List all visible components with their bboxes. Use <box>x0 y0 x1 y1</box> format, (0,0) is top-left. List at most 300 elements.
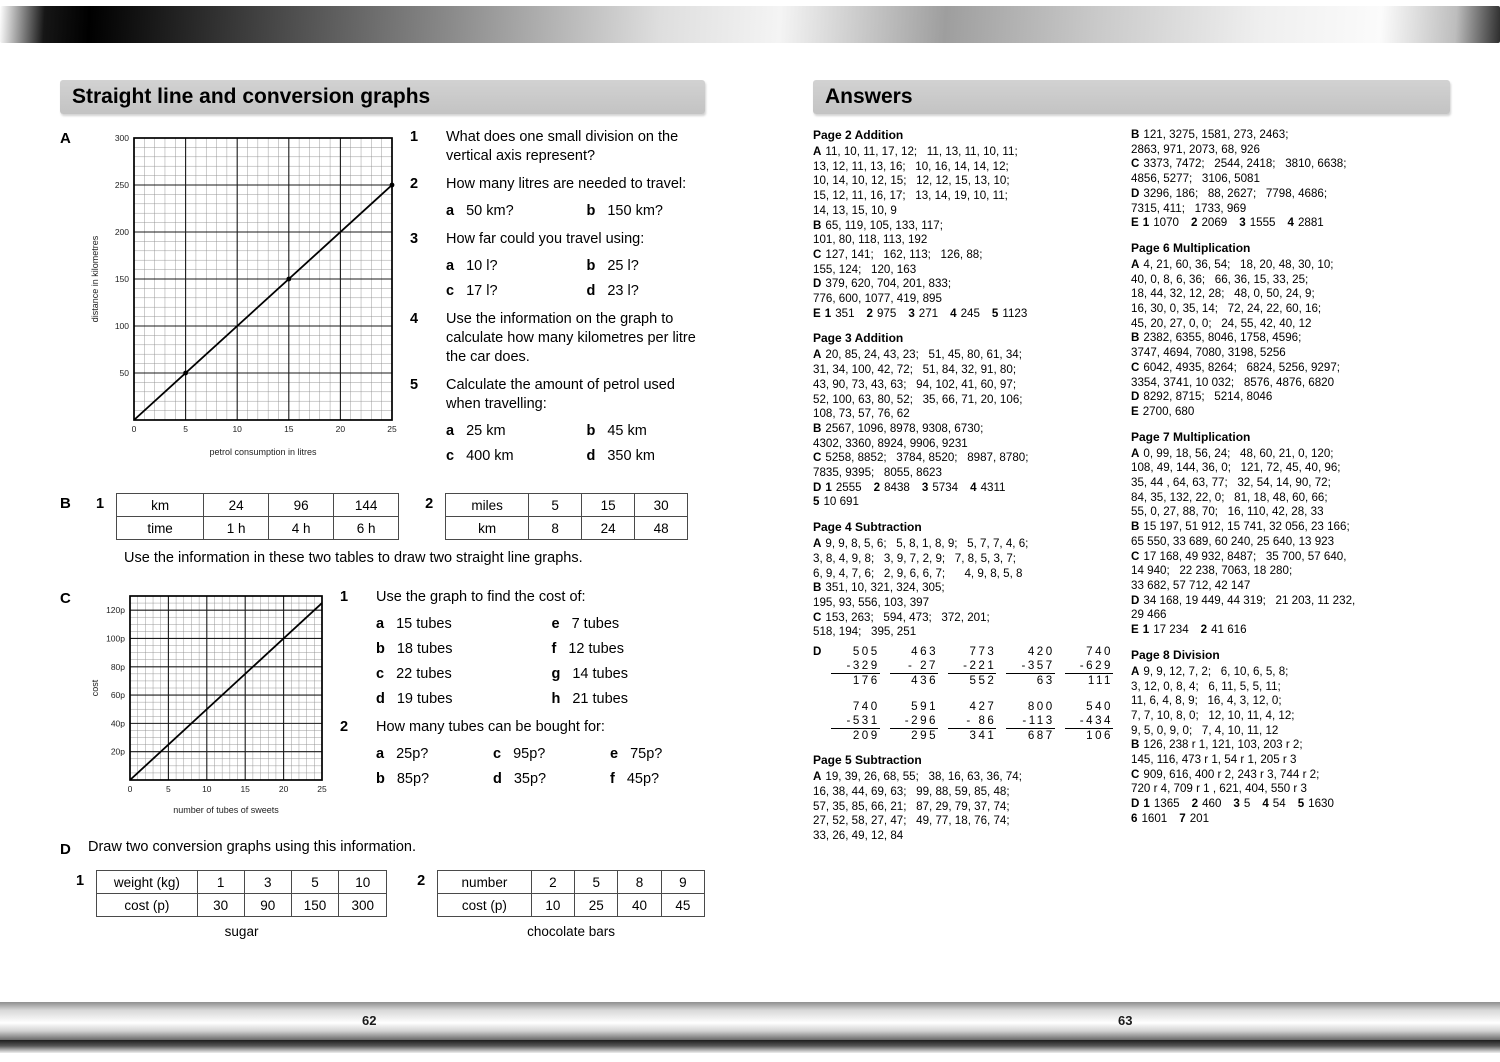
answer-values: 35, 44 , 64, 63, 77; 32, 54, 14, 90, 72; <box>1131 476 1331 490</box>
answer-item-label: A <box>813 537 822 551</box>
question-part <box>610 745 705 764</box>
answer-values: 14, 13, 15, 10, 9 <box>813 203 897 217</box>
sugar-table-wrap <box>96 870 387 939</box>
answer-line <box>813 495 1113 510</box>
svg-text:20: 20 <box>278 784 289 794</box>
answer-values: 975 <box>876 306 897 320</box>
svg-text:number of tubes of sweets: number of tubes of sweets <box>173 805 279 815</box>
part-text: 150 km? <box>607 203 663 219</box>
answer-line <box>813 829 1113 844</box>
question-part <box>610 770 705 789</box>
answer-values: 7835, 9395; 8055, 8623 <box>813 466 942 480</box>
table-row <box>438 871 705 894</box>
data-table <box>116 493 399 540</box>
question-part <box>587 282 706 301</box>
answer-line <box>1131 520 1450 535</box>
answer-item-label: 4 <box>1262 797 1269 811</box>
answer-values: 4311 <box>980 480 1006 494</box>
answer-line <box>1131 812 1450 827</box>
answer-line <box>1131 317 1450 332</box>
answer-values: 121, 3275, 1581, 273, 2463; <box>1143 128 1289 141</box>
table-cell: 40 <box>618 894 661 917</box>
table-cell: 45 <box>661 894 704 917</box>
answer-values: 65, 119, 105, 133, 117; <box>825 218 943 232</box>
left-page <box>60 80 705 939</box>
answer-values: 15, 12, 11, 16, 17; 13, 14, 19, 10, 11; <box>813 189 1008 203</box>
answer-line <box>1131 680 1450 695</box>
answers-column-2 <box>1131 128 1450 844</box>
part-letter: e <box>551 616 560 632</box>
table-cell: 90 <box>244 894 291 917</box>
answer-values: 460 <box>1202 797 1222 811</box>
km-time-table <box>116 493 399 540</box>
part-letter: c <box>446 448 455 464</box>
subtraction-sub: -531 <box>846 714 880 728</box>
answer-line <box>813 407 1113 422</box>
answer-values: 27, 52, 58, 27, 47; 49, 77, 18, 76, 74; <box>813 814 1010 828</box>
answer-values: 3747, 4694, 7080, 3198, 5256 <box>1131 346 1286 360</box>
subtraction-top: 463 <box>911 645 939 659</box>
question-body <box>446 128 705 166</box>
answer-item-label: C <box>1131 767 1140 781</box>
section-c <box>60 588 705 821</box>
answer-line <box>813 581 1113 596</box>
section-c-label: C <box>60 590 71 607</box>
section-b-note: Use the information in these two tables to draw two straight line graphs. <box>124 550 583 566</box>
svg-text:cost: cost <box>90 679 100 697</box>
answer-values: 11, 6, 4, 8, 9; 16, 4, 3, 12, 0; <box>1131 694 1282 708</box>
answer-values: 1555 <box>1249 216 1276 230</box>
svg-text:5: 5 <box>166 784 171 794</box>
sugar-table-caption: sugar <box>224 924 259 939</box>
table-number: 1 <box>96 496 105 512</box>
subtraction-top: 505 <box>852 645 880 659</box>
answer-line <box>813 567 1113 582</box>
metallic-top-bar <box>0 6 1500 43</box>
question-part <box>552 690 706 709</box>
part-text: 350 km <box>607 448 655 464</box>
answer-line <box>813 596 1113 611</box>
table-cell: 1 h <box>204 517 269 540</box>
subtraction-problem <box>948 700 996 743</box>
question-body <box>446 310 705 367</box>
answer-values: 201 <box>1189 811 1210 825</box>
question-text: Calculate the amount of petrol used when travelling: <box>446 377 675 412</box>
answer-values: 54 <box>1272 797 1286 811</box>
part-letter: e <box>610 746 619 762</box>
answer-item-label: 1 <box>1143 797 1150 811</box>
answer-values: 108, 49, 144, 36, 0; 121, 72, 45, 40, 96; <box>1131 461 1341 475</box>
svg-text:15: 15 <box>284 424 294 434</box>
part-text: 25 km <box>466 423 506 439</box>
table-row <box>446 494 688 517</box>
answer-values: 2069 <box>1201 216 1228 230</box>
section-a <box>60 128 705 475</box>
question-parts <box>376 615 705 709</box>
answer-line <box>813 451 1113 466</box>
question <box>410 175 705 221</box>
svg-text:0: 0 <box>131 424 137 434</box>
answer-line <box>1131 768 1450 783</box>
answer-block-heading: Page 2 Addition <box>813 128 904 142</box>
subtraction-sub: -221 <box>963 659 997 673</box>
part-text: 45p? <box>626 771 660 787</box>
subtraction-sub: -113 <box>1022 714 1055 728</box>
answer-block <box>813 520 1113 743</box>
part-letter: b <box>586 258 596 274</box>
table-cell: km <box>117 494 204 517</box>
answer-line <box>1131 157 1450 172</box>
question <box>410 230 705 301</box>
table-cell: km <box>446 517 529 540</box>
answer-item-label: 2 <box>1191 797 1199 811</box>
answer-values: 1630 <box>1308 797 1334 811</box>
question <box>340 588 705 709</box>
answer-values: 3354, 3741, 10 032; 8576, 4876, 6820 <box>1131 375 1335 389</box>
answer-values: 6042, 4935, 8264; 6824, 5256, 9297; <box>1143 360 1340 374</box>
data-table <box>445 493 688 540</box>
answer-values: 40, 0, 8, 6, 36; 66, 36, 15, 33, 25; <box>1131 272 1309 286</box>
answer-values: 145, 116, 473 r 1, 54 r 1, 205 r 3 <box>1131 753 1297 767</box>
answer-values: 20, 85, 24, 43, 23; 51, 45, 80, 61, 34; <box>825 348 1022 362</box>
answer-line <box>1131 172 1450 187</box>
worked-subtraction-set <box>813 645 1113 743</box>
question-part <box>552 640 706 659</box>
answer-block-heading: Page 4 Subtraction <box>813 520 922 535</box>
answers-title-text: Answers <box>825 85 913 108</box>
table-cell: 150 <box>291 894 339 917</box>
table-cell: 5 <box>529 494 582 517</box>
answer-line <box>1131 187 1450 202</box>
answer-item-label: B <box>1131 738 1140 752</box>
subtraction-top: 427 <box>969 700 997 714</box>
section-d-intro: Draw two conversion graphs using this information. <box>88 839 417 855</box>
answer-values: 776, 600, 1077, 419, 895 <box>813 292 942 306</box>
answer-values: 17 168, 49 932, 8487; 35 700, 57 640, <box>1143 549 1347 563</box>
answer-values: 518, 194; 395, 251 <box>813 625 917 639</box>
answer-block-heading: Page 8 Division <box>1131 647 1220 662</box>
svg-text:0: 0 <box>127 784 133 794</box>
subtraction-res: 436 <box>890 673 938 688</box>
answer-line <box>1131 143 1450 158</box>
question-text: Use the graph to find the cost of: <box>376 589 586 605</box>
part-text: 14 tubes <box>572 666 628 682</box>
answer-line <box>1131 738 1450 753</box>
svg-text:5: 5 <box>183 424 188 434</box>
question-body <box>376 718 705 789</box>
part-text: 12 tubes <box>568 641 624 657</box>
table-cell: 48 <box>635 517 688 540</box>
answer-line <box>1131 346 1450 361</box>
subtraction-sub: - 27 <box>908 659 939 673</box>
question-body <box>376 588 705 709</box>
answer-values: 127, 141; 162, 113; 126, 88; <box>825 247 983 261</box>
table-number: 2 <box>417 873 426 889</box>
question-number: 2 <box>410 176 419 192</box>
answer-block <box>813 753 1113 844</box>
table-cell: 144 <box>334 494 399 517</box>
question-part <box>376 665 530 684</box>
part-letter: b <box>586 203 596 219</box>
part-letter: c <box>493 746 502 762</box>
part-letter: a <box>376 746 385 762</box>
question-part <box>376 615 530 634</box>
question <box>410 376 705 466</box>
answer-block <box>1131 128 1450 231</box>
table-cell: cost (p) <box>438 894 532 917</box>
answer-line <box>813 625 1113 640</box>
answer-block <box>1131 241 1450 420</box>
part-letter: f <box>610 771 615 787</box>
table-cell: number <box>438 871 532 894</box>
answer-item-label: 4 <box>950 306 957 320</box>
question-body <box>446 376 705 466</box>
answer-item-label: D <box>1131 797 1140 811</box>
answer-line <box>813 348 1113 363</box>
part-letter: c <box>446 283 455 299</box>
subtraction-top: 740 <box>1086 645 1113 659</box>
part-letter: f <box>551 641 557 657</box>
answer-item-label: D <box>1131 390 1140 404</box>
answer-line <box>1131 797 1450 812</box>
miles-km-table <box>445 493 688 540</box>
svg-text:40p: 40p <box>110 718 125 729</box>
answer-values: 15 197, 51 912, 15 741, 32 056, 23 166; <box>1143 520 1350 534</box>
answer-line <box>813 263 1113 278</box>
answer-line <box>1131 550 1450 565</box>
answer-item-label: 1 <box>1142 216 1150 230</box>
answer-values: 5 <box>1243 797 1251 811</box>
question <box>410 310 705 367</box>
part-text: 19 tubes <box>396 691 453 707</box>
question-number: 3 <box>410 231 419 247</box>
question-part <box>493 770 588 789</box>
subtraction-sub: - 86 <box>966 714 997 728</box>
answer-values: 2555 <box>835 480 862 494</box>
answer-item-label: 4 <box>970 480 977 494</box>
answer-item-label: B <box>1131 128 1140 141</box>
answer-values: 16, 38, 44, 69, 63; 99, 88, 59, 85, 48; <box>813 784 1010 798</box>
answer-line <box>813 219 1113 234</box>
answer-line <box>813 393 1113 408</box>
answer-values: 29 466 <box>1131 608 1167 622</box>
question-part <box>446 257 565 276</box>
part-letter: b <box>376 771 385 787</box>
subtraction-problem <box>1006 700 1054 743</box>
table-cell: 6 h <box>334 517 399 540</box>
subtraction-top: 420 <box>1027 645 1055 659</box>
answers-title <box>813 80 1450 114</box>
part-text: 18 tubes <box>396 641 453 657</box>
answer-item-label: E <box>813 306 821 320</box>
answer-values: 13, 12, 11, 13, 16; 10, 16, 14, 14, 12; <box>813 159 1009 173</box>
left-page-title <box>60 80 705 114</box>
table-number: 1 <box>76 873 85 889</box>
answer-item-label: 1 <box>1142 623 1150 637</box>
table-row <box>117 517 399 540</box>
answer-line <box>813 466 1113 481</box>
part-text: 22 tubes <box>396 666 452 682</box>
answer-line <box>1131 608 1450 623</box>
table-row <box>438 894 705 917</box>
answer-line <box>1131 694 1450 709</box>
part-letter: d <box>586 283 596 299</box>
subtraction-res: 63 <box>1006 673 1054 688</box>
subtraction-problem <box>890 645 938 688</box>
answer-item-label: 7 <box>1179 811 1186 825</box>
answer-item-label: E <box>1131 404 1139 418</box>
answer-block <box>813 331 1113 510</box>
answer-line <box>813 363 1113 378</box>
answer-line <box>1131 491 1450 506</box>
answer-block-heading: Page 5 Subtraction <box>813 753 922 768</box>
subtraction-top: 740 <box>852 700 880 714</box>
answer-values: 9, 9, 12, 7, 2; 6, 10, 6, 5, 8; <box>1143 664 1289 678</box>
subtraction-sub: -629 <box>1079 659 1113 673</box>
subtraction-problem <box>890 700 938 743</box>
answer-line <box>1131 447 1450 462</box>
chocolate-table-wrap <box>437 870 705 939</box>
answer-line <box>813 204 1113 219</box>
svg-text:25: 25 <box>317 784 327 794</box>
answer-values: 10, 14, 10, 12, 15; 12, 12, 15, 13, 10; <box>813 174 1010 188</box>
table-cell: 10 <box>531 894 574 917</box>
page-number-right: 63 <box>1118 1013 1133 1028</box>
answer-values: 1070 <box>1153 216 1179 230</box>
table-cell: 1 <box>197 871 244 894</box>
question <box>410 128 705 166</box>
answer-values: 4, 21, 60, 36, 54; 18, 20, 48, 30, 10; <box>1143 257 1334 271</box>
answer-values: 126, 238 r 1, 121, 103, 203 r 2; <box>1143 738 1303 752</box>
answer-line <box>813 189 1113 204</box>
answer-line <box>1131 782 1450 797</box>
answer-values: 1601 <box>1141 811 1168 825</box>
subtraction-top: 591 <box>911 700 939 714</box>
answer-line <box>813 437 1113 452</box>
table-cell: 96 <box>269 494 334 517</box>
part-letter: g <box>551 666 561 682</box>
subtraction-problem <box>1006 645 1054 688</box>
part-text: 45 km <box>607 423 647 439</box>
answers-column-1 <box>813 128 1113 844</box>
chocolate-table <box>437 870 705 917</box>
answer-line <box>1131 665 1450 680</box>
answer-values: 2881 <box>1297 216 1324 230</box>
answer-values: 2382, 6355, 8046, 1758, 4596; <box>1143 331 1302 345</box>
answer-values: 5734 <box>932 480 959 494</box>
svg-text:15: 15 <box>240 784 250 794</box>
question-part <box>552 665 706 684</box>
subtraction-sub: -329 <box>846 659 880 673</box>
answer-values: 5258, 8852; 3784, 8520; 8987, 8780; <box>825 451 1029 465</box>
answer-line <box>1131 273 1450 288</box>
answer-line <box>813 537 1113 552</box>
question-part <box>587 447 706 466</box>
subtraction-problem <box>948 645 996 688</box>
table-cell: cost (p) <box>97 894 198 917</box>
answer-block-heading: Page 7 Multiplication <box>1131 429 1251 444</box>
section-a-questions <box>400 128 705 475</box>
table-cell: 3 <box>244 871 291 894</box>
table-cell: 25 <box>575 894 618 917</box>
answer-item-label: 3 <box>921 480 929 494</box>
question-number: 5 <box>410 377 419 393</box>
question-part <box>587 257 706 276</box>
svg-text:20: 20 <box>335 424 346 434</box>
metallic-bottom-edge <box>0 1040 1500 1053</box>
answer-values: 101, 80, 118, 113, 192 <box>813 233 928 247</box>
answer-item-label: B <box>813 218 822 232</box>
answer-line <box>813 770 1113 785</box>
question-body <box>446 175 705 221</box>
answer-values: 245 <box>960 306 980 320</box>
subtraction-problem <box>831 645 879 688</box>
question-number: 2 <box>340 719 349 735</box>
answer-item-label: 2 <box>1190 216 1198 230</box>
question-number: 4 <box>410 311 419 327</box>
answer-line <box>1131 709 1450 724</box>
answer-item-label: A <box>1131 664 1140 678</box>
question-part <box>376 640 530 659</box>
table-cell: weight (kg) <box>97 871 198 894</box>
answer-item-label: D <box>1131 593 1140 607</box>
table-row <box>97 871 387 894</box>
answer-block-heading: Page 3 Addition <box>813 331 904 346</box>
question-number: 1 <box>410 129 419 145</box>
table-cell: 15 <box>582 494 635 517</box>
left-page-title-text: Straight line and conversion graphs <box>72 85 431 108</box>
answer-line <box>1131 202 1450 217</box>
subtraction-top: 540 <box>1086 700 1113 714</box>
answer-line <box>813 785 1113 800</box>
answer-item-label: 2 <box>866 306 873 320</box>
table-cell: 8 <box>529 517 582 540</box>
table-cell: time <box>117 517 204 540</box>
answer-values: 155, 124; 120, 163 <box>813 262 917 276</box>
question-part <box>446 447 565 466</box>
question-part <box>587 202 706 221</box>
table-cell: 300 <box>339 894 387 917</box>
subtraction-res: 111 <box>1065 673 1113 688</box>
chocolate-table-caption: chocolate bars <box>527 924 615 939</box>
section-c-questions <box>330 588 705 798</box>
answer-line <box>1131 405 1450 420</box>
table-cell: 8 <box>618 871 661 894</box>
subtraction-grid <box>831 645 1113 743</box>
answer-values: 52, 100, 63, 80, 52; 35, 66, 71, 20, 106; <box>813 392 1023 406</box>
answer-line <box>1131 535 1450 550</box>
answer-line <box>813 233 1113 248</box>
answer-values: 43, 90, 73, 43, 63; 94, 102, 41, 60, 97; <box>813 377 1017 391</box>
answer-item-label: C <box>813 451 822 465</box>
answer-block <box>813 128 1113 321</box>
table-cell: 30 <box>635 494 688 517</box>
question-parts <box>376 745 705 789</box>
answer-item-label: 2 <box>1200 623 1208 637</box>
answer-item-label: A <box>1131 257 1140 271</box>
answer-line <box>1131 376 1450 391</box>
subtraction-sub: -296 <box>904 714 939 728</box>
answer-values: 2700, 680 <box>1142 404 1195 418</box>
answer-item-label: D <box>813 480 822 494</box>
answer-values: 6, 9, 4, 7, 6; 2, 9, 6, 6, 7; 4, 9, 8, 5, 8 <box>813 566 1023 580</box>
svg-text:100: 100 <box>114 321 129 331</box>
svg-text:300: 300 <box>114 133 129 143</box>
answer-values: 9, 5, 0, 9, 0; 7, 4, 10, 11, 12 <box>1131 723 1279 737</box>
question-part <box>552 615 706 634</box>
table-row <box>446 517 688 540</box>
svg-text:petrol consumption in litres: petrol consumption in litres <box>209 447 317 457</box>
